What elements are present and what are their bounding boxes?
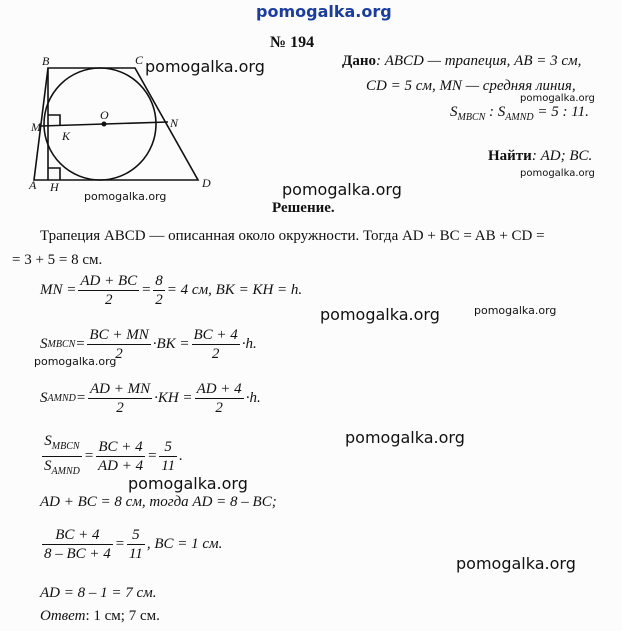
label-b: B	[42, 55, 50, 68]
trapezoid-figure	[28, 55, 228, 195]
watermark[interactable]: pomogalka.org	[345, 428, 465, 447]
given-line-3: $S_{MBCN}$ : $S_{AMND} = 5$ : 11.	[450, 104, 589, 123]
label-m: M	[31, 120, 41, 134]
sum-line: AD + BC = 8 см, тогда AD = 8 – BC;	[40, 494, 277, 510]
watermark[interactable]: pomogalka.org	[84, 190, 167, 203]
watermark[interactable]: pomogalka.org	[456, 554, 576, 573]
find-line: Найти: AD; BC.	[488, 148, 593, 164]
label-k: K	[62, 129, 71, 143]
label-n: N	[170, 116, 179, 130]
watermark[interactable]: pomogalka.org	[520, 168, 595, 179]
right-angle-h	[48, 168, 60, 180]
center-point-o	[102, 122, 107, 127]
watermark[interactable]: pomogalka.org	[128, 474, 248, 493]
watermark[interactable]: pomogalka.org	[320, 305, 440, 324]
label-d: D	[202, 176, 211, 190]
label-h: H	[50, 180, 59, 194]
formula-equation: $\frac{BC + 4}{8 - BC + 4}$ = $\frac{5}{11}$ , BC = 1 см.	[44, 527, 223, 562]
formula-s-amnd: S AMND = $\frac{AD + MN}{2}$ ·KH = $\frac{AD + 4}{2}$ ·h.	[40, 381, 261, 416]
watermark[interactable]: pomogalka.org	[34, 355, 117, 368]
label-o: O	[100, 108, 109, 122]
ad-line: AD = 8 – 1 = 7 см.	[40, 585, 157, 601]
watermark-top[interactable]: pomogalka.org	[256, 2, 392, 21]
formula-mn: MN = $\frac{AD + BC}{2}$ = $\frac{8}{2}$ = 4 см, BK = KH = h.	[40, 273, 303, 308]
formula-ratio: $\frac{S_{MBCN}}{S_{AMND}}$ = $\frac{BC + 4}{AD + 4}$ = $\frac{5}{11}$ .	[44, 433, 183, 477]
solution-heading: Решение.	[272, 200, 335, 216]
label-c: C	[135, 55, 144, 67]
formula-s-mbcn: S MBCN = $\frac{BC + MN}{2}$ ·BK = $\frac{BC + 4}{2}$ ·h.	[40, 327, 257, 362]
watermark[interactable]: pomogalka.org	[145, 57, 265, 76]
solution-line-2: = 3 + 5 = 8 см.	[12, 252, 103, 268]
right-angle-k	[48, 115, 60, 126]
problem-number: № 194	[270, 34, 315, 51]
given-line-2: CD = 5 см, MN — средняя линия,	[366, 78, 576, 94]
watermark[interactable]: pomogalka.org	[474, 304, 557, 317]
solution-line-1: Трапеция ABCD — описанная около окружности. Тогда AD + BC = AB + CD =	[40, 228, 545, 244]
label-a: A	[29, 178, 37, 192]
answer-line: Ответ: 1 см; 7 см.	[40, 608, 160, 624]
given-line-1: Дано: ABCD — трапеция, AB = 3 см,	[342, 53, 582, 69]
watermark[interactable]: pomogalka.org	[520, 93, 595, 104]
watermark[interactable]: pomogalka.org	[282, 180, 402, 199]
